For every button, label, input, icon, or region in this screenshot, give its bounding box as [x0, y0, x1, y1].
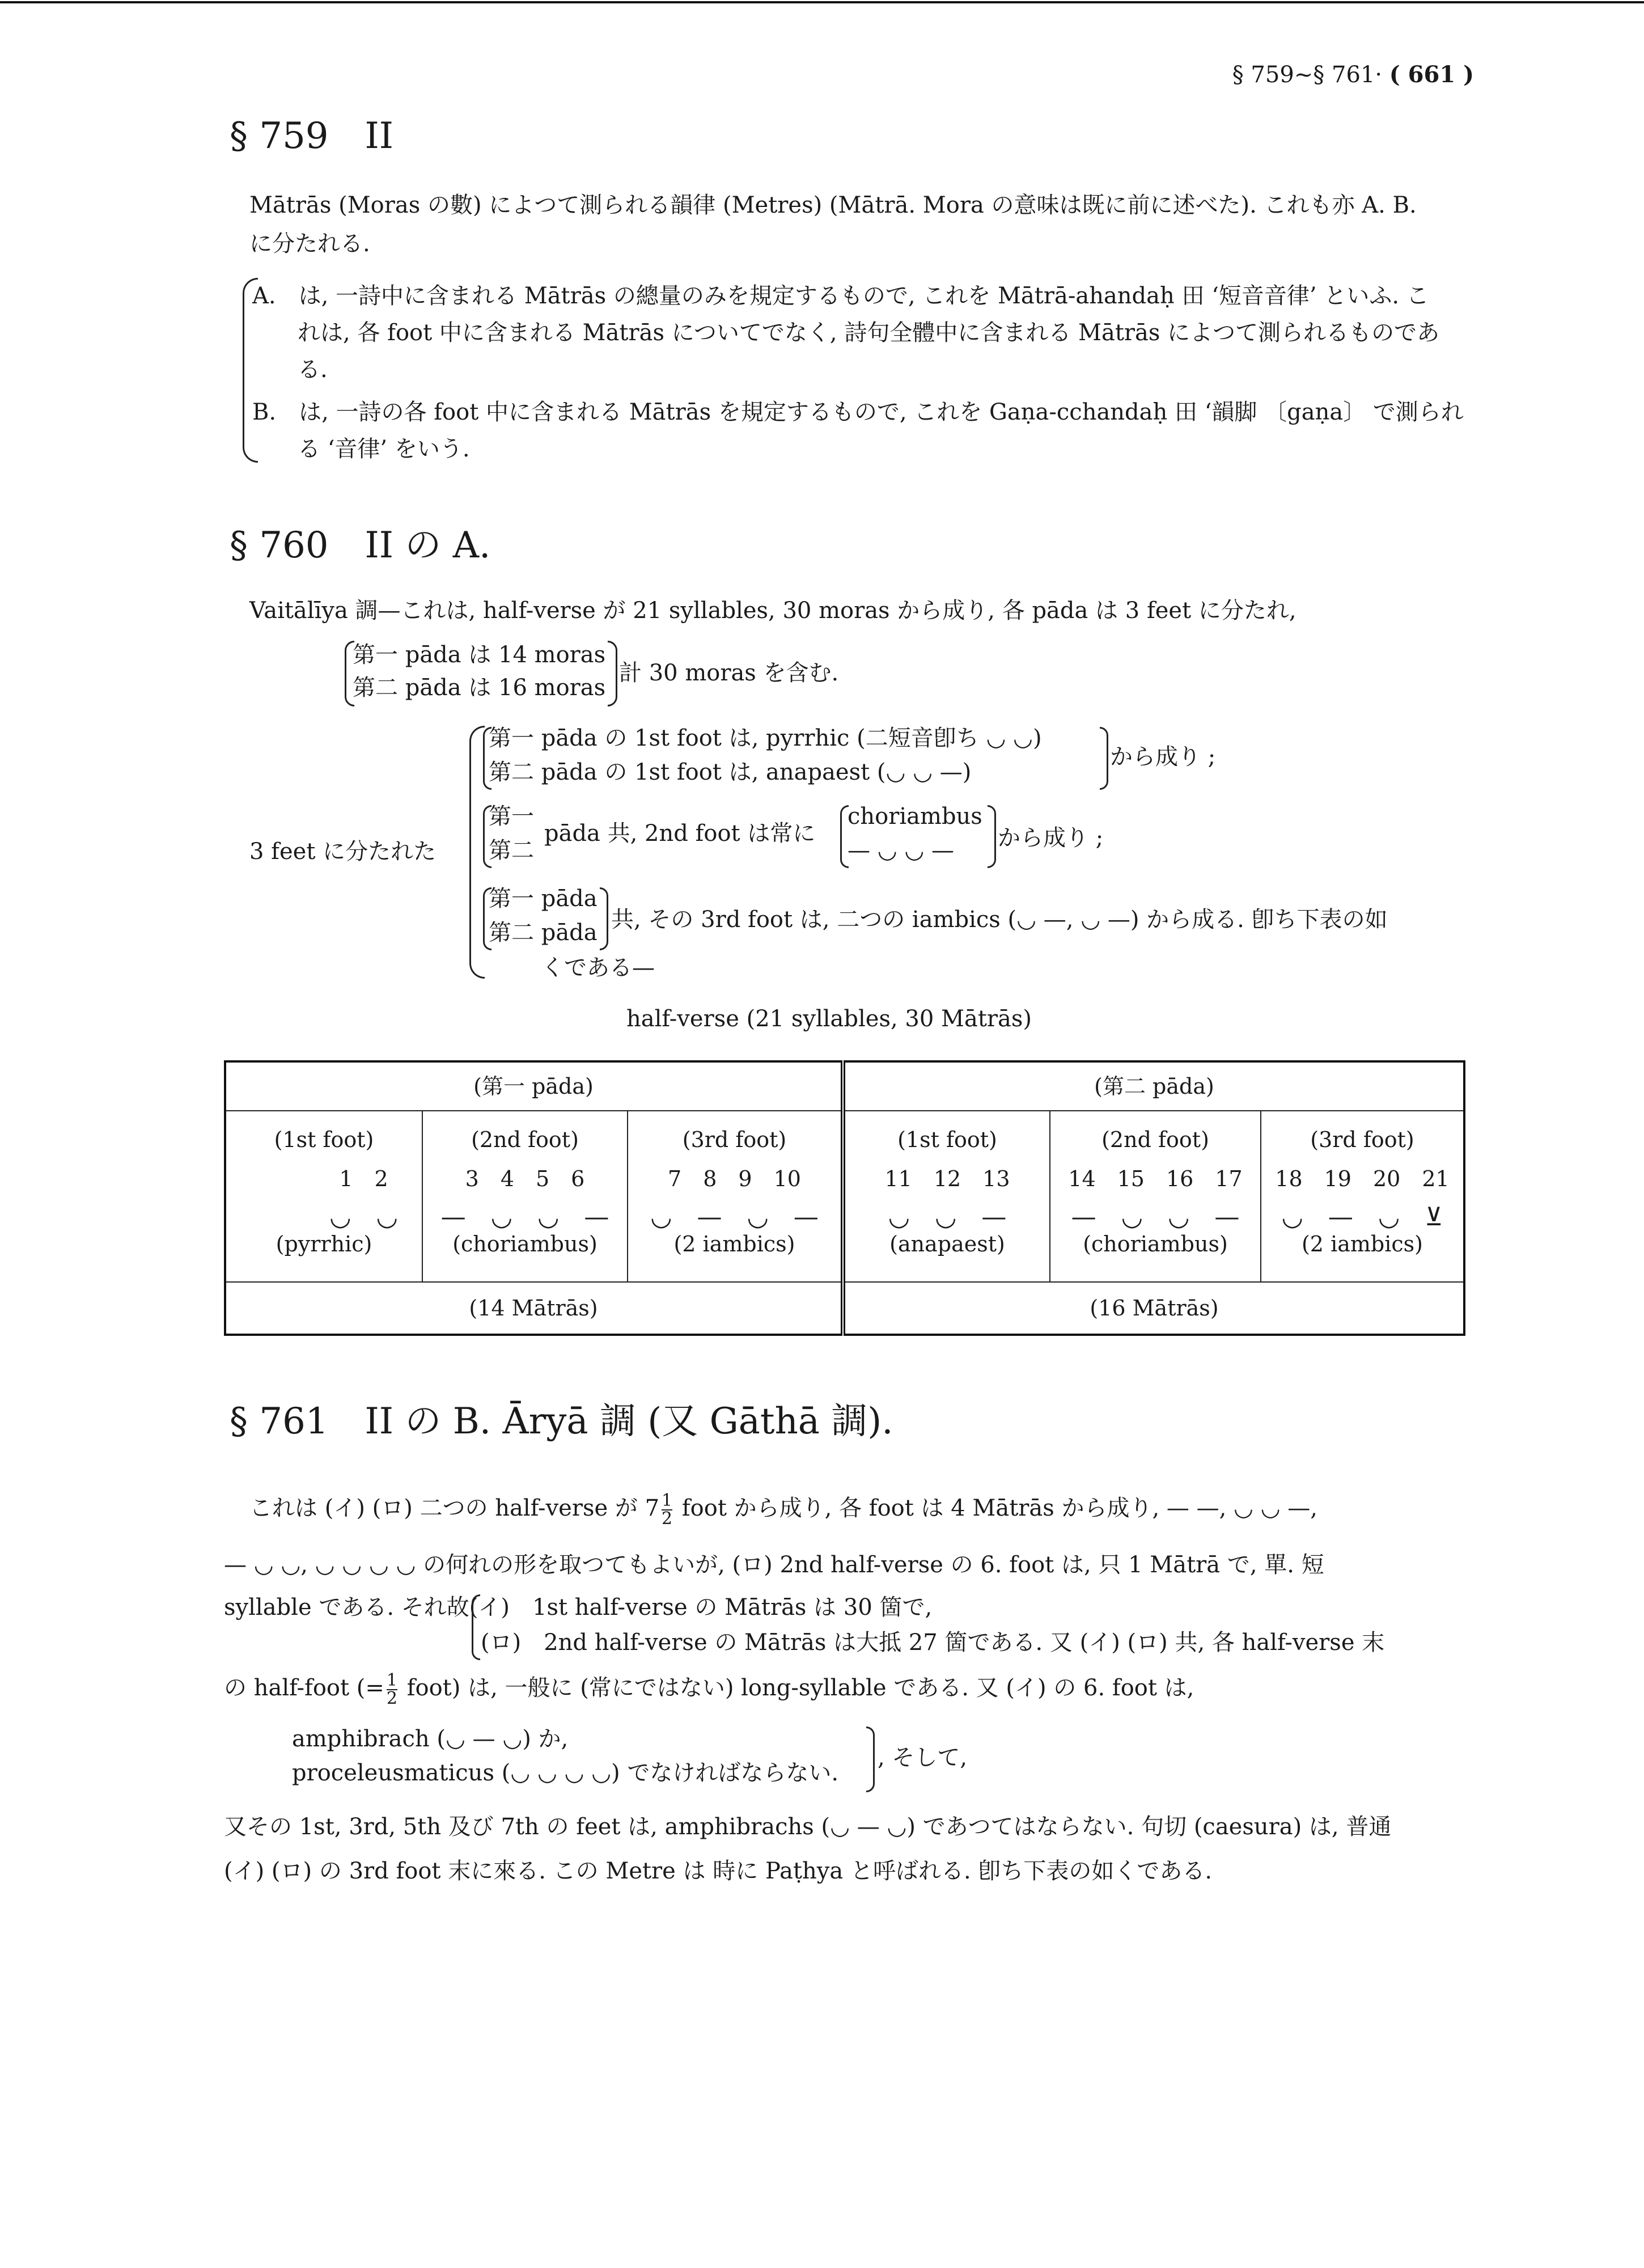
- s761-line1-start: これは (イ) (ロ) 二つの half-verse が 7: [249, 1495, 660, 1521]
- foot1-pada1: 第一 pāda の 1st foot は, pyrrhic (二短音卽ち ◡ ◡): [489, 725, 1042, 751]
- s761-line7: proceleusmaticus (◡ ◡ ◡ ◡) でなければならない.: [292, 1760, 839, 1786]
- s761-line3: [224, 1589, 932, 1626]
- foot2-text: pāda 共, 2nd foot は常に: [544, 820, 816, 847]
- foot3-cont: くである—: [541, 955, 655, 981]
- foot2-second: 第二: [489, 837, 534, 864]
- foot-label: (2nd foot): [471, 1127, 579, 1152]
- foot-quantity-marks: — ◡ ◡ —: [440, 1203, 609, 1232]
- s759-a-line2: れは, 各 foot 中に含まれる Mātrās についてでなく, 詩句全體中に含まれる Mātrās によつて測られるものであ: [298, 320, 1440, 346]
- foot-syllable-numbers: 14 15 16 17: [1068, 1166, 1243, 1191]
- s761-line3-end: (イ) 1st half-verse の Mātrās は 30 箇で,: [469, 1594, 933, 1620]
- s761-line8: 又その 1st, 3rd, 5th 及び 7th の feet は, amphibrachs (◡ — ◡) であつてはならない. 句切 (caesura) は, 普通: [224, 1814, 1392, 1840]
- foot-quantity-marks: ◡ ◡: [329, 1203, 398, 1232]
- foot-name: (2 iambics): [1301, 1232, 1423, 1256]
- foot-cell: [225, 1111, 422, 1282]
- options-brace: [866, 1727, 875, 1792]
- foot-name: (anapaest): [889, 1232, 1005, 1256]
- feet-brace: [469, 726, 485, 979]
- s761-line5: [224, 1670, 1194, 1707]
- s761-line2: — ◡ ◡, ◡ ◡ ◡ ◡ の何れの形を取つてもよいが, (ロ) 2nd half-verse の 6. foot は, 只 1 Mātrā で, 單. 短: [224, 1552, 1324, 1578]
- fraction-numerator: 1: [386, 1670, 397, 1690]
- s759-b-line2: る ‘音律’ をいう.: [298, 436, 470, 462]
- split-label: 3 feet に分たれた: [249, 839, 437, 865]
- fraction-numerator: 1: [662, 1491, 673, 1510]
- foot-name: (pyrrhic): [276, 1232, 372, 1256]
- page-number: ( 661 ): [1389, 61, 1474, 88]
- fraction-half: [387, 1672, 397, 1707]
- moras-total: 計 30 moras を含む.: [619, 660, 839, 686]
- foot3-brace-right: [600, 887, 608, 950]
- foot3-pada1: 第一 pāda: [489, 886, 598, 912]
- running-header: [1232, 61, 1474, 88]
- foot-label: (1st foot): [274, 1127, 374, 1152]
- foot1-brace-right: [1100, 727, 1108, 790]
- foot2-opt1: choriambus: [848, 803, 982, 830]
- foot3-pada2: 第二 pāda: [489, 920, 598, 946]
- section-range: § 759~§ 761·: [1232, 62, 1383, 88]
- foot-syllable-numbers: 11 12 13: [884, 1166, 1010, 1191]
- foot-cell: [628, 1111, 843, 1282]
- s761-line4: (ロ) 2nd half-verse の Mātrās は大抵 27 箇である. 又 (イ) (ロ) 共, 各 half-verse 末: [481, 1630, 1385, 1656]
- pada2-moras: 第二 pāda は 16 moras: [353, 675, 606, 701]
- foot-label: (1st foot): [897, 1127, 997, 1152]
- top-rule: [0, 1, 1644, 3]
- foot-quantity-marks: ◡ — ◡ ⊻: [1281, 1203, 1443, 1232]
- s759-intro-line2: に分たれる.: [249, 231, 370, 257]
- foot-quantity-marks: — ◡ ◡ —: [1071, 1203, 1240, 1232]
- pada1-sum: (14 Mātrās): [225, 1282, 843, 1335]
- foot-label: (3rd foot): [682, 1127, 787, 1152]
- s761-line5-start: の half-foot (=: [224, 1675, 384, 1701]
- foot-name: (choriambus): [1083, 1232, 1228, 1256]
- section-760-title: § 760 II の A.: [230, 524, 491, 566]
- fraction-denominator: 2: [662, 1509, 673, 1529]
- foot-label: (2nd foot): [1101, 1127, 1209, 1152]
- foot-syllable-numbers: 7 8 9 10: [668, 1166, 801, 1191]
- pada2-header: (第二 pāda): [843, 1061, 1464, 1111]
- s761-line5-end: foot) は, 一般に (常にではない) long-syllable である. 又 (イ) の 6. foot は,: [406, 1675, 1194, 1701]
- pada1-header: (第一 pāda): [225, 1061, 843, 1111]
- moras-brace-right: [608, 641, 617, 706]
- foot2-opt2: — ◡ ◡ —: [848, 837, 954, 864]
- s761-line9: (イ) (ロ) の 3rd foot 末に來る. この Metre は 時に Paṭhya と呼ばれる. 卽ち下表の如くである.: [224, 1858, 1213, 1884]
- foot-name: (2 iambics): [673, 1232, 795, 1256]
- foot-quantity-marks: ◡ ◡ —: [888, 1203, 1007, 1232]
- s761-line1: [249, 1490, 1317, 1527]
- foot-cell: [1050, 1111, 1261, 1282]
- foot2-end: から成り ;: [998, 825, 1104, 851]
- foot-cell: [1261, 1111, 1464, 1282]
- foot-syllable-numbers: 18 19 20 21: [1275, 1166, 1450, 1191]
- s761-line1-end: foot から成り, 各 foot は 4 Mātrās から成り, — —, ◡ ◡ —,: [681, 1495, 1318, 1521]
- meter-table: [224, 1060, 1465, 1336]
- foot1-pada2: 第二 pāda の 1st foot は, anapaest (◡ ◡ —): [489, 759, 972, 785]
- foot-cell: [422, 1111, 628, 1282]
- s759-a-line1: A. は, 一詩中に含まれる Mātrās の總量のみを規定するもので, これを Mātrā-ahandaḥ 田 ‘短音音律’ といふ. こ: [252, 283, 1429, 309]
- foot-cell: [843, 1111, 1050, 1282]
- foot-name: (choriambus): [452, 1232, 598, 1256]
- fraction-half: [662, 1492, 672, 1527]
- pada2-sum: (16 Mātrās): [843, 1282, 1464, 1335]
- s759-intro-line1: Mātrās (Moras の數) によつて測られる韻律 (Metres) (Mātrā. Mora の意味は既に前に述べた). これも亦 A. B.: [249, 192, 1417, 218]
- table-caption: half-verse (21 syllables, 30 Mātrās): [626, 1006, 1032, 1032]
- s761-options-end: , そして,: [878, 1745, 968, 1771]
- foot1-end: から成り ;: [1110, 744, 1216, 770]
- foot-syllable-numbers: 1 2: [339, 1166, 388, 1191]
- s761-line6: amphibrach (◡ — ◡) か,: [292, 1726, 569, 1752]
- foot-label: (3rd foot): [1310, 1127, 1414, 1152]
- s759-a-line3: る.: [298, 357, 328, 383]
- foot-syllable-numbers: 3 4 5 6: [465, 1166, 585, 1191]
- section-761-title: § 761 II の B. Āryā 調 (又 Gāthā 調).: [230, 1400, 893, 1442]
- foot-quantity-marks: ◡ — ◡ —: [650, 1203, 819, 1232]
- s759-b-line1: B. は, 一詩の各 foot 中に含まれる Mātrās を規定するもので, これを Gaṇa-cchandaḥ 田 ‘韻脚 〔gaṇa〕 で測られ: [252, 399, 1464, 425]
- verse-brace: [472, 1594, 480, 1660]
- foot2-opt-brace-right: [988, 805, 996, 868]
- pada1-moras: 第一 pāda は 14 moras: [353, 642, 606, 668]
- section-759-title: § 759 II: [230, 115, 394, 157]
- s761-line3-start: syllable である. それ故: [224, 1594, 469, 1620]
- fraction-denominator: 2: [386, 1689, 397, 1708]
- s760-intro: Vaitālīya 調—これは, half-verse が 21 syllables, 30 moras から成り, 各 pāda は 3 feet に分たれ,: [249, 598, 1296, 624]
- foot2-first: 第一: [489, 803, 534, 830]
- foot3-text: 共, その 3rd foot は, 二つの iambics (◡ —, ◡ —) から成る. 卽ち下表の如: [611, 907, 1388, 933]
